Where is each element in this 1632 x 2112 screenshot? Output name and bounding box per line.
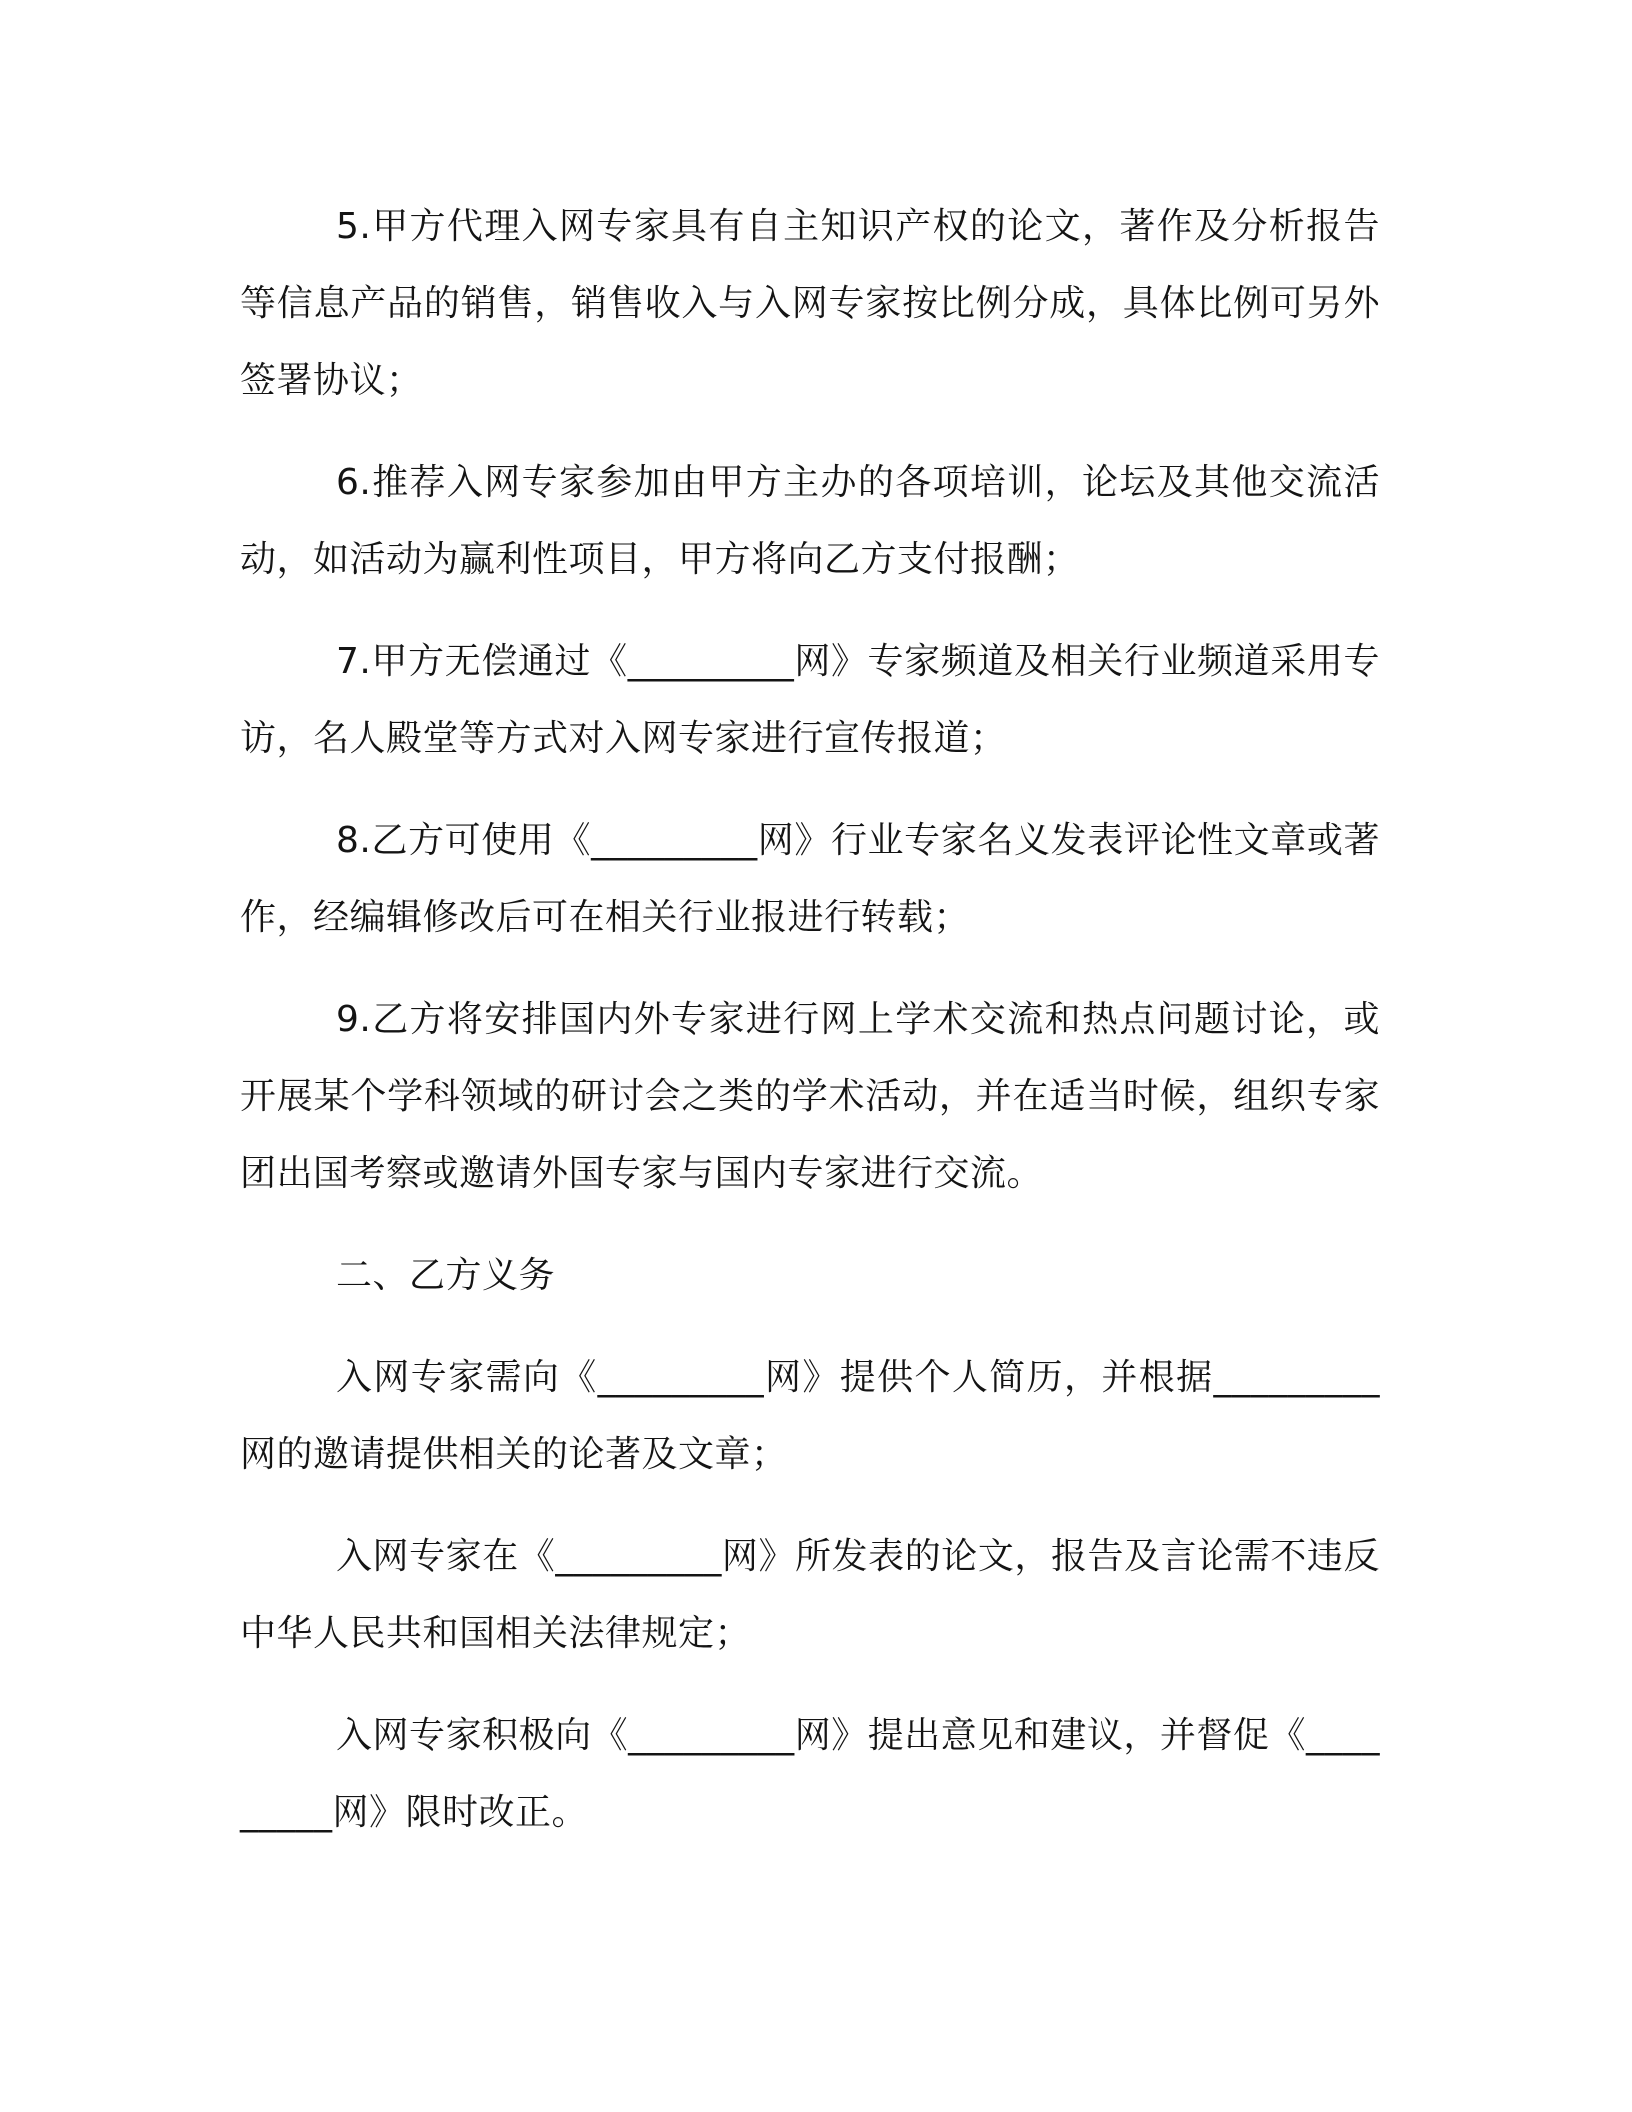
clause-6: 6.推荐入网专家参加由甲方主办的各项培训，论坛及其他交流活动，如活动为赢利性项目，甲方将向乙方支付报酬； [240, 462, 1380, 580]
clause-8: 8.乙方可使用《_________网》行业专家名义发表评论性文章或著作，经编辑修改后可在相关行业报进行转载； [240, 820, 1380, 938]
clause-7: 7.甲方无偿通过《_________网》专家频道及相关行业频道采用专访，名人殿堂等方式对入网专家进行宣传报道； [240, 641, 1380, 759]
document-body [240, 188, 1380, 1876]
clause-9: 9.乙方将安排国内外专家进行网上学术交流和热点问题讨论，或开展某个学科领域的研讨会之类的学术活动，并在适当时候，组织专家团出国考察或邀请外国专家与国内专家进行交流。 [240, 999, 1380, 1194]
obligation-1: 入网专家需向《_________网》提供个人简历，并根据_________网的邀请提供相关的论著及文章； [240, 1357, 1380, 1475]
obligation-2: 入网专家在《_________网》所发表的论文，报告及言论需不违反中华人民共和国相关法律规定； [240, 1536, 1380, 1654]
obligation-3: 入网专家积极向《_________网》提出意见和建议，并督促《_________网》限时改正。 [240, 1715, 1380, 1833]
clause-5: 5.甲方代理入网专家具有自主知识产权的论文，著作及分析报告等信息产品的销售，销售收入与入网专家按比例分成，具体比例可另外签署协议； [240, 206, 1380, 401]
section-heading: 二、乙方义务 [336, 1255, 556, 1296]
